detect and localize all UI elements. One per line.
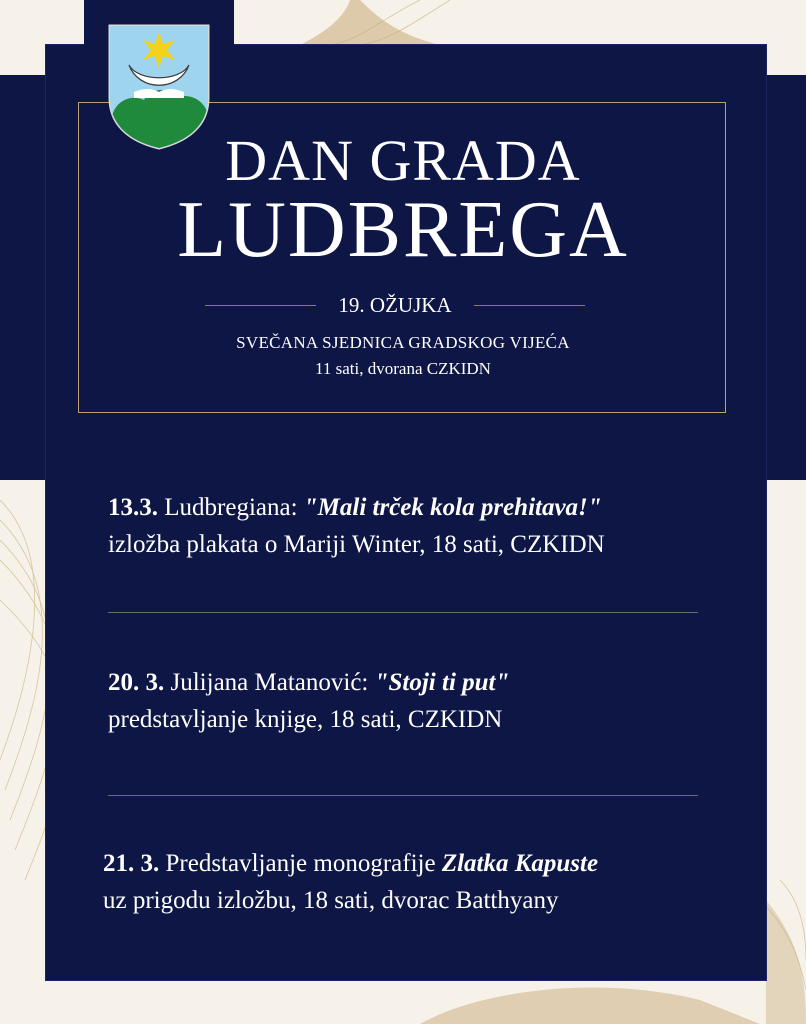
- event-item: [108, 664, 509, 738]
- event-highlight: "Stoji ti put": [374, 669, 510, 696]
- event-date: 21. 3.: [103, 850, 160, 877]
- event-heading: [103, 845, 598, 882]
- event-separator: [108, 612, 698, 613]
- event-description: uz prigodu izložbu, 18 sati, dvorac Batthyany: [103, 887, 559, 914]
- page-title-line1: DAN GRADA: [225, 128, 581, 193]
- event-item: [103, 845, 598, 919]
- date-row: [205, 291, 585, 319]
- main-date: 19. OŽUJKA: [338, 292, 452, 317]
- coat-of-arms-icon: [104, 20, 214, 150]
- event-name: Julijana Matanović:: [164, 669, 375, 696]
- event-description: izložba plakata o Mariji Winter, 18 sati, CZKIDN: [108, 531, 605, 558]
- event-separator: [108, 795, 698, 796]
- event-name: Predstavljanje monografije: [159, 850, 442, 877]
- event-heading: [108, 664, 509, 701]
- event-item: [108, 489, 605, 563]
- event-highlight: "Mali trček kola prehitava!": [303, 494, 602, 521]
- event-name: Ludbregiana:: [158, 494, 304, 521]
- event-date: 20. 3.: [108, 669, 165, 696]
- event-heading: [108, 489, 605, 526]
- divider-left: [205, 305, 316, 306]
- event-date: 13.3.: [108, 494, 158, 521]
- event-highlight: Zlatka Kapuste: [441, 850, 599, 877]
- session-title: SVEČANA SJEDNICA GRADSKOG VIJEĆA: [236, 333, 570, 352]
- page-title-line2: LUDBREGA: [177, 186, 629, 274]
- divider-right: [474, 305, 585, 306]
- event-description: predstavljanje knjige, 18 sati, CZKIDN: [108, 706, 503, 733]
- session-details: 11 sati, dvorana CZKIDN: [315, 359, 491, 378]
